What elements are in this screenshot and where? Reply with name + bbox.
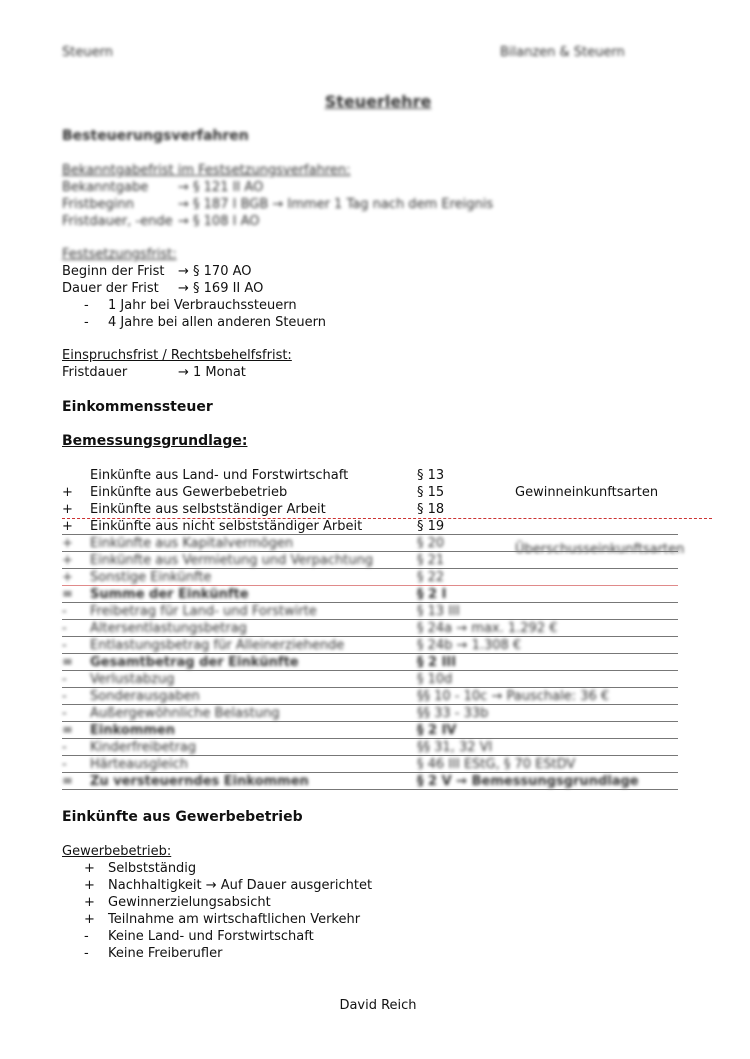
bullet-mark: + [84, 861, 95, 876]
row-paragraph: § 2 I [417, 587, 447, 602]
table-row [62, 535, 685, 557]
row-text: Einkünfte aus Vermietung und Verpachtung [90, 553, 374, 568]
table-row [62, 518, 682, 535]
row-value: → 1 Monat [178, 365, 246, 380]
einspruchsfrist-heading: Einspruchsfrist / Rechtsbehelfsfrist: [62, 348, 292, 363]
row-operator: + [62, 502, 73, 517]
row-text: Zu versteuerndes Einkommen [90, 774, 309, 789]
table-row [62, 603, 682, 620]
bullet-text: Keine Freiberufler [108, 946, 223, 961]
row-label: Bekanntgabe [62, 180, 149, 195]
row-text: Einkünfte aus Kapitalvermögen [90, 536, 294, 551]
bullet-mark: - [84, 298, 89, 313]
bullet-mark: + [84, 878, 95, 893]
bullet-mark: - [84, 929, 89, 944]
row-paragraph: § 22 [417, 570, 445, 585]
table-row [62, 705, 682, 722]
section-heading-gewerbebetrieb: Einkünfte aus Gewerbebetrieb [62, 809, 303, 825]
row-paragraph: § 18 [417, 502, 445, 517]
fristdauer-monat-row [62, 364, 246, 381]
row-operator: - [62, 689, 67, 704]
row-value: → § 108 I AO [178, 214, 260, 229]
list-item [84, 877, 372, 894]
list-item [84, 860, 196, 877]
bullet-text: Nachhaltigkeit → Auf Dauer ausgerichtet [108, 878, 373, 893]
row-paragraph: § 19 [417, 519, 445, 534]
row-text: Summe der Einkünfte [90, 587, 249, 602]
row-divider [62, 789, 678, 790]
bullet-text: 4 Jahre bei allen anderen Steuern [108, 315, 327, 330]
row-operator: = [62, 655, 73, 670]
row-operator: - [62, 706, 67, 721]
table-row [62, 756, 682, 773]
row-value: → § 121 II AO [178, 180, 264, 195]
row-text: Einkünfte aus Gewerbebetrieb [90, 485, 288, 500]
bullet-mark: - [84, 946, 89, 961]
list-item [84, 297, 297, 314]
row-text: Sonstige Einkünfte [90, 570, 212, 585]
row-paragraph: § 2 V → Bemessungsgrundlage [417, 774, 639, 789]
row-text: Einkünfte aus Land- und Forstwirtschaft [90, 468, 349, 483]
row-text: Verlustabzug [90, 672, 175, 687]
table-row [62, 552, 682, 569]
beginn-frist-row [62, 263, 252, 280]
row-paragraph: § 20 [417, 536, 445, 551]
row-text: Einkünfte aus selbstständiger Arbeit [90, 502, 326, 517]
row-paragraph: § 24b → 1.308 € [417, 638, 522, 653]
table-row [62, 671, 682, 688]
row-value: → § 187 I BGB → Immer 1 Tag nach dem Ereignis [178, 197, 494, 212]
bullet-mark: + [84, 895, 95, 910]
row-operator: + [62, 570, 73, 585]
bekanntgabe-row [62, 179, 263, 196]
bullet-text: 1 Jahr bei Verbrauchssteuern [108, 298, 297, 313]
row-paragraph: § 2 IV [417, 723, 457, 738]
list-item [84, 945, 222, 962]
header-right: Bilanzen & Steuern [500, 45, 625, 60]
table-row [62, 467, 682, 484]
header-left: Steuern [62, 45, 113, 60]
row-paragraph: § 15 [417, 485, 445, 500]
row-paragraph: §§ 10 - 10c → Pauschale: 36 € [417, 689, 610, 704]
row-value: → § 169 II AO [178, 281, 264, 296]
row-operator: - [62, 740, 67, 755]
row-label: Fristdauer [62, 365, 128, 380]
fristbeginn-row [62, 196, 493, 213]
dauer-frist-row [62, 280, 263, 297]
row-value: → § 170 AO [178, 264, 252, 279]
row-operator: + [62, 519, 73, 534]
row-text: Kinderfreibetrag [90, 740, 197, 755]
bemessungsgrundlage-heading: Bemessungsgrundlage: [62, 433, 248, 449]
row-paragraph: § 13 [417, 468, 445, 483]
list-item [84, 314, 326, 331]
bullet-text: Gewinnerzielungsabsicht [108, 895, 271, 910]
row-text: Altersentlastungsbetrag [90, 621, 247, 636]
row-paragraph: § 24a → max. 1.292 € [417, 621, 558, 636]
row-text: Einkommen [90, 723, 175, 738]
row-paragraph: § 2 III [417, 655, 457, 670]
bullet-text: Teilnahme am wirtschaftlichen Verkehr [108, 912, 361, 927]
table-row [62, 620, 682, 637]
table-row [62, 586, 682, 603]
row-text: Gesamtbetrag der Einkünfte [90, 655, 299, 670]
row-operator: = [62, 587, 73, 602]
row-operator: - [62, 638, 67, 653]
bullet-text: Keine Land- und Forstwirtschaft [108, 929, 314, 944]
table-row [62, 654, 682, 671]
festsetzungsfrist-heading: Festsetzungsfrist: [62, 247, 177, 262]
row-text: Härteausgleich [90, 757, 189, 772]
list-item [84, 928, 314, 945]
table-row [62, 688, 682, 705]
row-label: Beginn der Frist [62, 264, 165, 279]
row-operator: = [62, 723, 73, 738]
row-label: Fristdauer, -ende [62, 214, 173, 229]
table-row [62, 569, 682, 586]
row-label: Fristbeginn [62, 197, 134, 212]
row-category: Gewinneinkunftsarten [515, 485, 659, 500]
row-category: Überschusseinkunftsarten [515, 542, 685, 557]
list-item [84, 894, 271, 911]
bullet-mark: - [84, 315, 89, 330]
row-operator: - [62, 621, 67, 636]
row-paragraph: §§ 31, 32 VI [417, 740, 493, 755]
row-text: Freibetrag für Land- und Forstwirte [90, 604, 317, 619]
row-paragraph: § 46 III EStG, § 70 EStDV [417, 757, 576, 772]
row-operator: + [62, 536, 73, 551]
table-row [62, 637, 682, 654]
bullet-text: Selbstständig [108, 861, 197, 876]
row-text: Entlastungsbetrag für Alleinerziehende [90, 638, 345, 653]
row-paragraph: §§ 33 - 33b [417, 706, 489, 721]
row-operator: + [62, 553, 73, 568]
row-operator: - [62, 604, 67, 619]
row-operator: - [62, 672, 67, 687]
bullet-mark: + [84, 912, 95, 927]
gewerbebetrieb-heading: Gewerbebetrieb: [62, 844, 172, 859]
row-text: Außergewöhnliche Belastung [90, 706, 280, 721]
table-row [62, 722, 682, 739]
row-operator: + [62, 485, 73, 500]
fristdauer-row [62, 213, 259, 230]
row-label: Dauer der Frist [62, 281, 159, 296]
row-paragraph: § 13 III [417, 604, 460, 619]
page-title: Steuerlehre [324, 92, 432, 111]
list-item [84, 911, 360, 928]
table-row [62, 501, 682, 518]
row-text: Einkünfte aus nicht selbstständiger Arbeit [90, 519, 363, 534]
bekanntgabefrist-heading: Bekanntgabefrist im Festsetzungsverfahren: [62, 163, 351, 178]
row-paragraph: § 10d [417, 672, 453, 687]
table-row [62, 484, 682, 501]
row-paragraph: § 21 [417, 553, 445, 568]
row-operator: = [62, 774, 73, 789]
table-row [62, 773, 682, 790]
section-heading-besteuerungsverfahren: Besteuerungsverfahren [62, 128, 249, 144]
row-text: Sonderausgaben [90, 689, 200, 704]
footer-author: David Reich [339, 998, 417, 1013]
row-operator: - [62, 757, 67, 772]
page-break-line [62, 518, 712, 519]
table-row [62, 739, 682, 756]
section-heading-einkommenssteuer: Einkommenssteuer [62, 399, 213, 415]
